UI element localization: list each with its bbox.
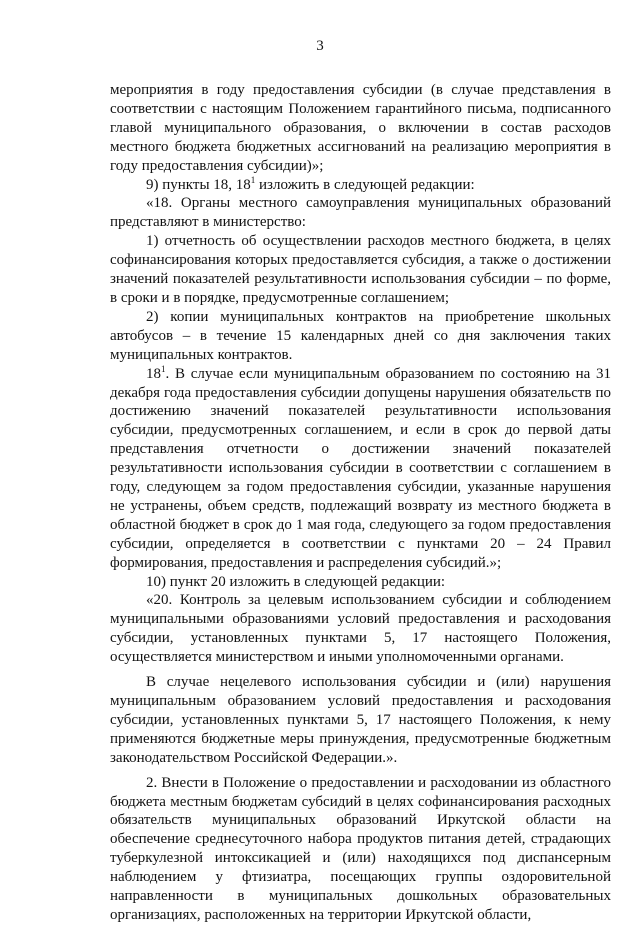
paragraph-section-2: 2. Внести в Положение о предоставлении и расходовании из областного бюджета местным бюджетам субсидий в целях софинансирования расходных обязательств муниципальных образований Иркутской области на обеспечение среднесуточного набора продуктов питания детей, страдающих туберкулезной интоксикацией и (или) находящихся под диспансерным наблюдением у фтизиатра, посещающих группы оздоровительной направленности в муниципальных дошкольных образовательных организациях, расположенных на территории Иркутской области, (110, 774, 611, 923)
paragraph-item-9-superscript: 1 (250, 174, 256, 185)
paragraph-point-18: «18. Органы местного самоуправления муниципальных образований представляют в министерство: (110, 195, 611, 231)
paragraph-point-18-1-text: . В случае если муниципальным образованием по состоянию на 31 декабря года предоставления субсидии допущены нарушения обязательств по достижению значений показателей результативности использования субсидии, предусмотренных соглашением, и если в срок до первой даты представления отчетности о достижении значений показателей результативности использования субсидии в соответствии с соглашением в году, следующем за годом предоставления субсидии, указанные нарушения не устранены, объем средств, подлежащий возврату из местного бюджета в областной бюджет в срок до 1 мая года, следующего за годом предоставления субсидии, определяется в соответствии с пунктами 20 – 24 Правил формирования, предоставления и распределения субсидий.»; (110, 365, 611, 571)
paragraph-continuation: мероприятия в году предоставления субсидии (в случае представления в соответствии с настоящим Положением гарантийного письма, подписанного главой муниципального образования, о включении в состав расходов местного бюджета бюджетных ассигнований на реализацию мероприятия в году предоставления субсидии)»; (110, 82, 611, 174)
paragraph-item-9-text-end: изложить в следующей редакции: (255, 176, 475, 193)
paragraph-item-9-text-start: 9) пункты 18, 18 (146, 176, 251, 193)
paragraph-point-20: «20. Контроль за целевым использованием субсидии и соблюдением муниципальными образованиями условий предоставления и расходования субсидии, установленных пунктами 5, 17 настоящего Положения, осуществляется министерством и иными уполномоченными органами. (110, 592, 611, 666)
paragraph-point-18-sub-2: 2) копии муниципальных контрактов на приобретение школьных автобусов – в течение 15 календарных дней со дня заключения таких муниципальных контрактов. (110, 308, 611, 363)
paragraph-item-10: 10) пункт 20 изложить в следующей редакции: (146, 573, 446, 590)
paragraph-point-18-1-superscript: 1 (161, 363, 166, 374)
paragraph-point-18-sub-1: 1) отчетность об осуществлении расходов местного бюджета, в целях софинансирования которых предоставляется субсидия, а также о достижении значений показателей результативности использования субсидии – по форме, в сроки и в порядке, предусмотренные соглашением; (110, 233, 611, 306)
paragraph-item-9 (110, 176, 611, 195)
paragraph-point-20-second: В случае нецелевого использования субсидии и (или) нарушения муниципальным образованием условий предоставления и расходования субсидии, установленных пунктами 5, 17 настоящего Положения, к нему применяются бюджетные меры принуждения, предусмотренные бюджетным законодательством Российской Федерации.». (110, 674, 611, 766)
document-body (110, 81, 611, 925)
paragraph-point-18-1-number: 18 (146, 365, 161, 382)
page-number: 3 (316, 38, 324, 54)
paragraph-point-18-1 (110, 365, 611, 573)
